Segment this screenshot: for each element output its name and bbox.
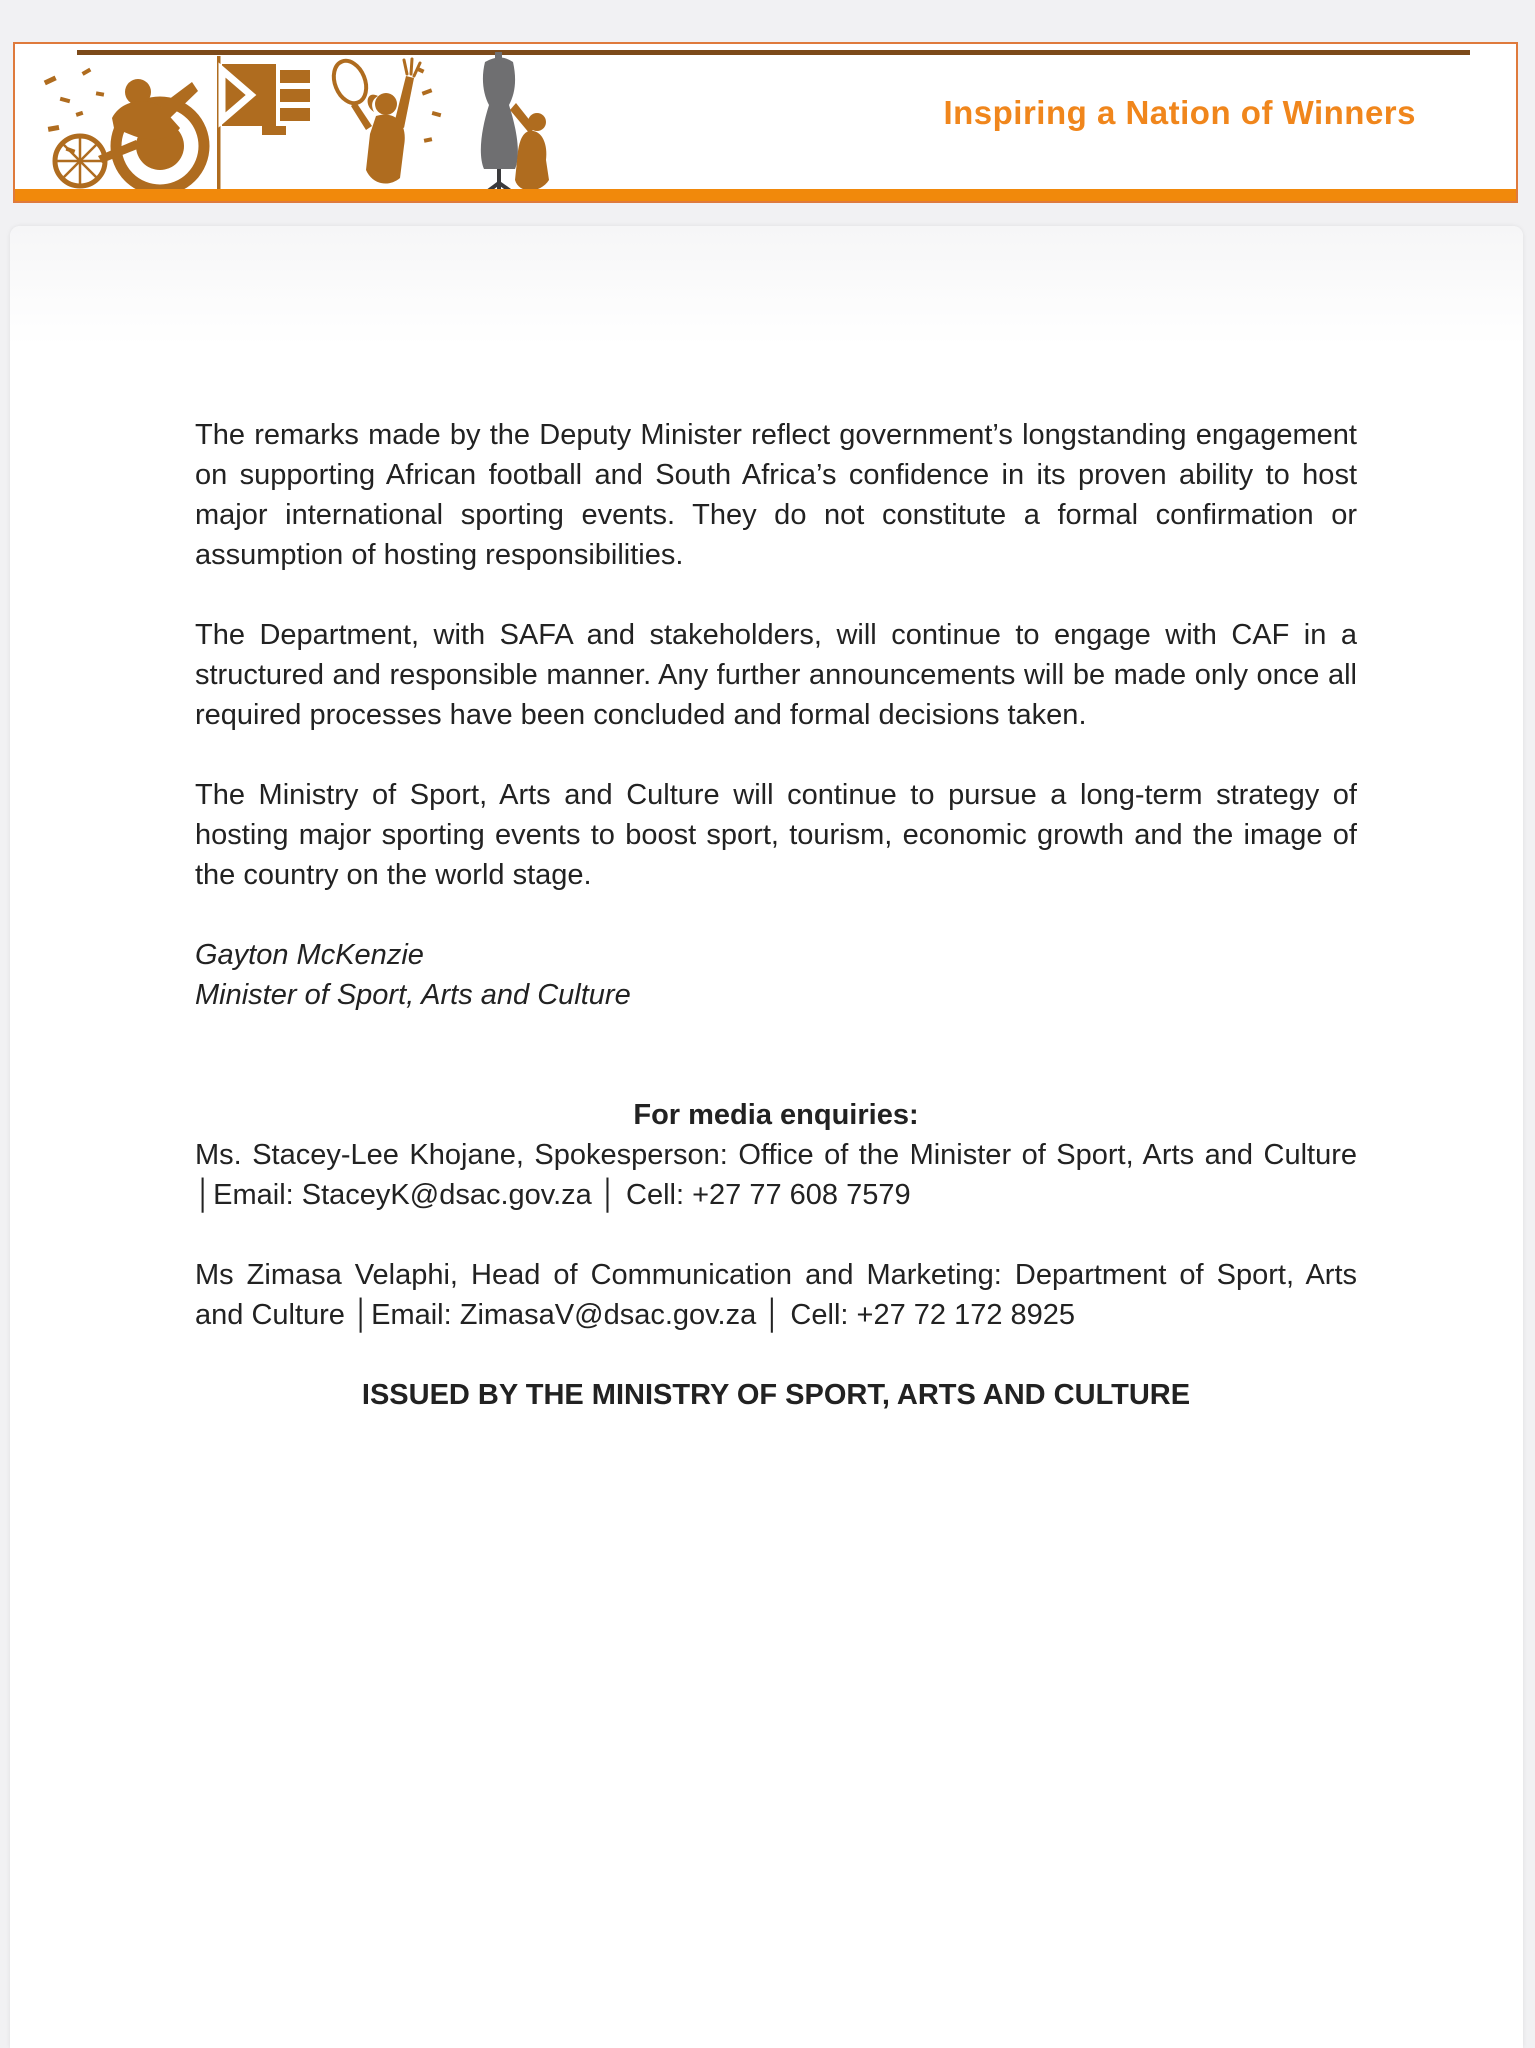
tennis-player-icon xyxy=(320,52,455,197)
signature-block xyxy=(195,935,1357,1015)
header-banner xyxy=(13,42,1518,203)
header-rule xyxy=(77,50,1470,55)
header-tagline: Inspiring a Nation of Winners xyxy=(943,94,1416,131)
dressmaker-icon xyxy=(458,52,556,199)
media-enquiries-heading: For media enquiries: xyxy=(633,1099,919,1131)
document-card xyxy=(10,226,1523,2048)
issued-by-line: ISSUED BY THE MINISTRY OF SPORT, ARTS AND CULTURE xyxy=(361,1379,1191,1411)
sa-flag-icon xyxy=(215,56,315,198)
press-release-paragraph: The Ministry of Sport, Arts and Culture will continue to pursue a long-term strategy of hosting major sporting events to boost sport, tourism, economic growth and the image of the country on the world stage. xyxy=(195,779,1357,891)
header-bottom-bar xyxy=(15,189,1516,201)
signature-name: Gayton McKenzie xyxy=(195,939,424,971)
press-release-paragraph: The remarks made by the Deputy Minister reflect government’s longstanding engagement on supporting African football and South Africa’s confidence in its proven ability to host major international sporting events. They do not constitute a formal confirmation or assumption of hosting responsibilities. xyxy=(195,419,1357,571)
signature-title: Minister of Sport, Arts and Culture xyxy=(195,979,631,1011)
document-content xyxy=(195,415,1357,1415)
media-contact: Ms. Stacey-Lee Khojane, Spokesperson: Office of the Minister of Sport, Arts and Culture │Email: StaceyK@dsac.gov.za │ Cell: +27 77 608 7579 xyxy=(195,1139,1357,1211)
press-release-paragraph: The Department, with SAFA and stakeholders, will continue to engage with CAF in a structured and responsible manner. Any further announcements will be made only once all required processes have been concluded and formal decisions taken. xyxy=(195,619,1357,731)
wheelchair-racer-icon xyxy=(40,56,212,196)
media-contact: Ms Zimasa Velaphi, Head of Communication and Marketing: Department of Sport, Arts and Culture │Email: ZimasaV@dsac.gov.za │ Cell: +27 72 172 8925 xyxy=(195,1259,1357,1331)
card-top-sheen xyxy=(10,226,1523,346)
